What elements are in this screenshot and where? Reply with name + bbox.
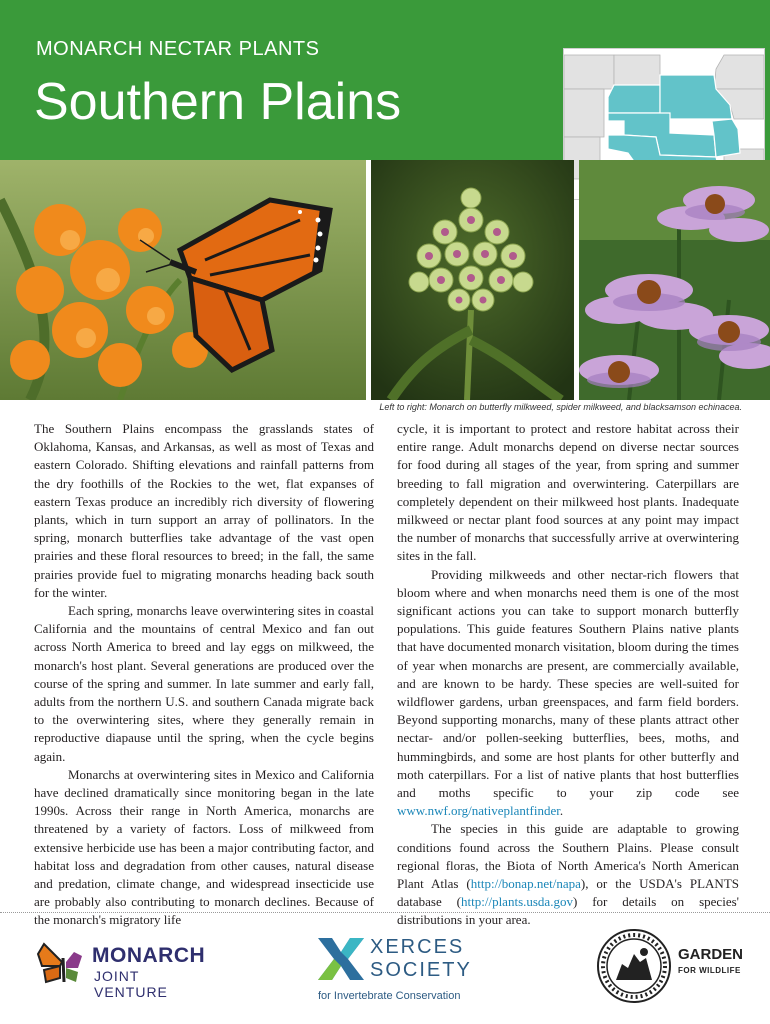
xerces-society-logo — [316, 934, 486, 1014]
mjv-name-line1: MONARCH — [92, 944, 206, 967]
paragraph — [397, 820, 739, 929]
photo-monarch-on-butterfly-milkweed — [0, 160, 366, 400]
nwf-garden-label: GARDEN — [678, 946, 744, 963]
paragraph: The Southern Plains encompass the grasslands states of Oklahoma, Kansas, and Arkansas, as well as most of Texas and eastern Colorado. Shifting elevations and rainfall patterns from the dry foothills of the Rockies to the wet, flat expanses of eastern Texas produce an incredibly rich diversity of flowering plants, which in turn support an array of pollinators. In the spring, monarch butterflies take advantage of the vast open prairies and these floral resources to breed; in the fall, the same prairies provide fuel to migrating monarchs heading back south for the winter. — [34, 421, 374, 600]
nwf-native-plant-finder-link[interactable]: www.nwf.org/nativeplantfinder — [397, 803, 560, 819]
nwf-garden-for-wildlife-logo — [596, 928, 756, 1004]
xerces-x-mark-icon — [316, 934, 366, 984]
paragraph — [397, 566, 739, 821]
nwf-for-wildlife-label: FOR WILDLIFE — [678, 966, 741, 975]
paragraph-text: . — [559, 803, 564, 819]
page-title: Southern Plains — [34, 73, 402, 131]
xerces-tagline: for Invertebrate Conservation — [318, 990, 461, 1002]
paragraph-text: Providing milkweeds and other nectar-rich flowers that bloom where and when monarchs need them is one of the most significant actions you can take to support monarch butterfly populations. This guide features Southern Plains native plants that have documented monarch visitation, bloom during the times of year when monarchs are present, are commercially available, and are known to be hardy. These species are well-suited for wildflower gardens, urban greenspaces, and farm field borders. Beyond supporting monarchs, many of these plants attract other nectar- and/or pollen-seeking butterflies, bees, moths, and hummingbirds, and some are host plants for other butterfly and moth caterpillars. For a list of native plants that host butterflies and moths specific to your zip code see — [397, 566, 739, 801]
bonap-link[interactable]: http://bonap.net/napa — [470, 876, 581, 892]
body-column-right — [397, 420, 739, 930]
mjv-name-line2: JOINT VENTURE — [94, 968, 168, 1000]
photo-blacksamson-echinacea — [579, 160, 770, 400]
usda-plants-link[interactable]: http://plants.usda.gov — [461, 894, 573, 910]
xerces-name-line1: XERCES — [370, 936, 465, 958]
footer-divider — [0, 912, 770, 913]
photo-caption: Left to right: Monarch on butterfly milkweed, spider milkweed, and blacksamson echinacea. — [379, 402, 742, 412]
body-column-left — [34, 420, 374, 930]
monarch-butterfly-icon — [36, 938, 92, 988]
paragraph: Each spring, monarchs leave overwintering sites in coastal California and the mountains of central Mexico and fan out across North America to breed and lay eggs on milkweed, the monarch's host plant. Several generations are produced over the course of the spring and summer. In late summer and early fall, adults from the northern U.S. and southern Canada migrate back to the overwintering sites, where they generally remain in reproductive diapause until the spring, when the cycle begins again. — [34, 603, 374, 764]
nwf-seal-icon — [596, 928, 672, 1004]
paragraph: Monarchs at overwintering sites in Mexico and California have declined dramatically since monitoring began in the late 1990s. Across their range in North America, monarchs are threatened by a variety of factors. Loss of milkweed from extensive herbicide use has been a major contributing factor, and habitat loss and degradation from other causes, natural disease and predation, climate change, and widespread insecticide use are probably also contributing to monarch declines. Because of the monarch's migratory life — [34, 766, 374, 928]
photo-spider-milkweed — [371, 160, 574, 400]
xerces-name-line2: SOCIETY — [370, 959, 472, 981]
paragraph-text: The species in this guide are adaptable to growing conditions found across the Southern Plains. Please consult regional floras, the Biota of North America's North American Plant Atlas ( — [397, 821, 739, 892]
paragraph-text: ), or the USDA's PLANTS database ( — [397, 876, 739, 910]
paragraph-text: ) for details on species' distributions in your area. — [397, 894, 739, 928]
paragraph: cycle, it is important to protect and restore habitat across their entire range. Adult monarchs depend on diverse nectar sources for food during all stages of the year, from spring and summer breeding to fall migration and overwintering. Caterpillars are completely dependent on their milkweed host plants. Inadequate milkweed or nectar plant food sources at any point may impact the number of monarchs that successfully arrive at overwintering sites in the fall. — [397, 421, 739, 564]
monarch-joint-venture-logo — [36, 938, 206, 1000]
series-title: MONARCH NECTAR PLANTS — [36, 38, 320, 60]
